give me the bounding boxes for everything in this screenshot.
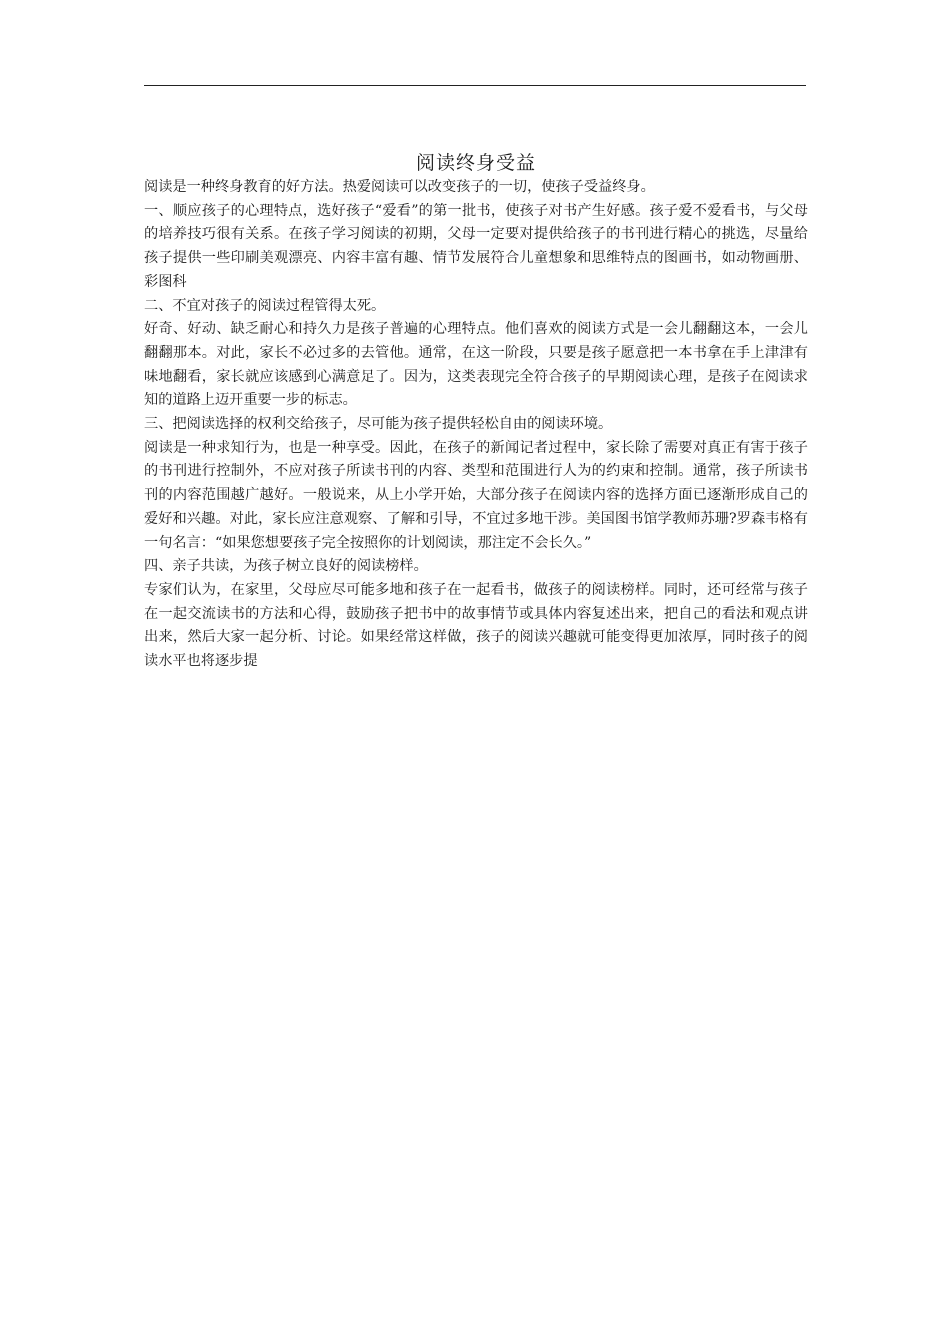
paragraph-point-4-heading: 四、亲子共读，为孩子树立良好的阅读榜样。 <box>144 558 428 575</box>
paragraph-point-3-body: 阅读是一种求知行为，也是一种享受。因此，在孩子的新闻记者过程中，家长除了需要对真正有害于孩子的书刊进行控制外，不应对孩子所读书刊的内容、类型和范围进行人为的约束和控制。通常，孩子所读书刊的内容范围越广越好。一般说来，从上小学开始，大部分孩子在阅读内容的选择方面已逐渐形成自己的爱好和兴趣。对此，家长应注意观察、了解和引导，不宜过多地干涉。美国图书馆学教师苏珊?罗森韦格有一句名言：“如果您想要孩子完全按照你的计划阅读，那注定不会长久。” <box>144 439 808 551</box>
paragraph-point-3-heading: 三、把阅读选择的权利交给孩子，尽可能为孩子提供轻松自由的阅读环境。 <box>144 416 613 433</box>
header-rule <box>144 85 806 86</box>
paragraph-point-2-body: 好奇、好动、缺乏耐心和持久力是孩子普遍的心理特点。他们喜欢的阅读方式是一会儿翻翻这本，一会儿翻翻那本。对此，家长不必过多的去管他。通常，在这一阶段，只要是孩子愿意把一本书拿在手上津津有味地翻看，家长就应该感到心满意足了。因为，这类表现完全符合孩子的早期阅读心理，是孩子在阅读求知的道路上迈开重要一步的标志。 <box>144 321 808 409</box>
document-title: 阅读终身受益 <box>415 152 536 174</box>
paragraph-point-1: 一、顺应孩子的心理特点，选好孩子“爱看”的第一批书，使孩子对书产生好感。孩子爱不爱看书，与父母的培养技巧很有关系。在孩子学习阅读的初期，父母一定要对提供给孩子的书刊进行精心的挑选，尽量给孩子提供一些印刷美观漂亮、内容丰富有趣、情节发展符合儿童想象和思维特点的图画书，如动物画册、彩图科 <box>144 202 808 290</box>
paragraph-point-2-heading: 二、不宜对孩子的阅读过程管得太死。 <box>144 297 386 314</box>
paragraph-intro: 阅读是一种终身教育的好方法。热爱阅读可以改变孩子的一切，使孩子受益终身。 <box>144 179 655 195</box>
paragraph-point-4-body: 专家们认为，在家里，父母应尽可能多地和孩子在一起看书，做孩子的阅读榜样。同时，还可经常与孩子在一起交流读书的方法和心得，鼓励孩子把书中的故事情节或具体内容复述出来，把自己的看法和观点讲出来，然后大家一起分析、讨论。如果经常这样做，孩子的阅读兴趣就可能变得更加浓厚，同时孩子的阅读水平也将逐步提 <box>144 581 808 670</box>
document-body <box>144 146 808 674</box>
